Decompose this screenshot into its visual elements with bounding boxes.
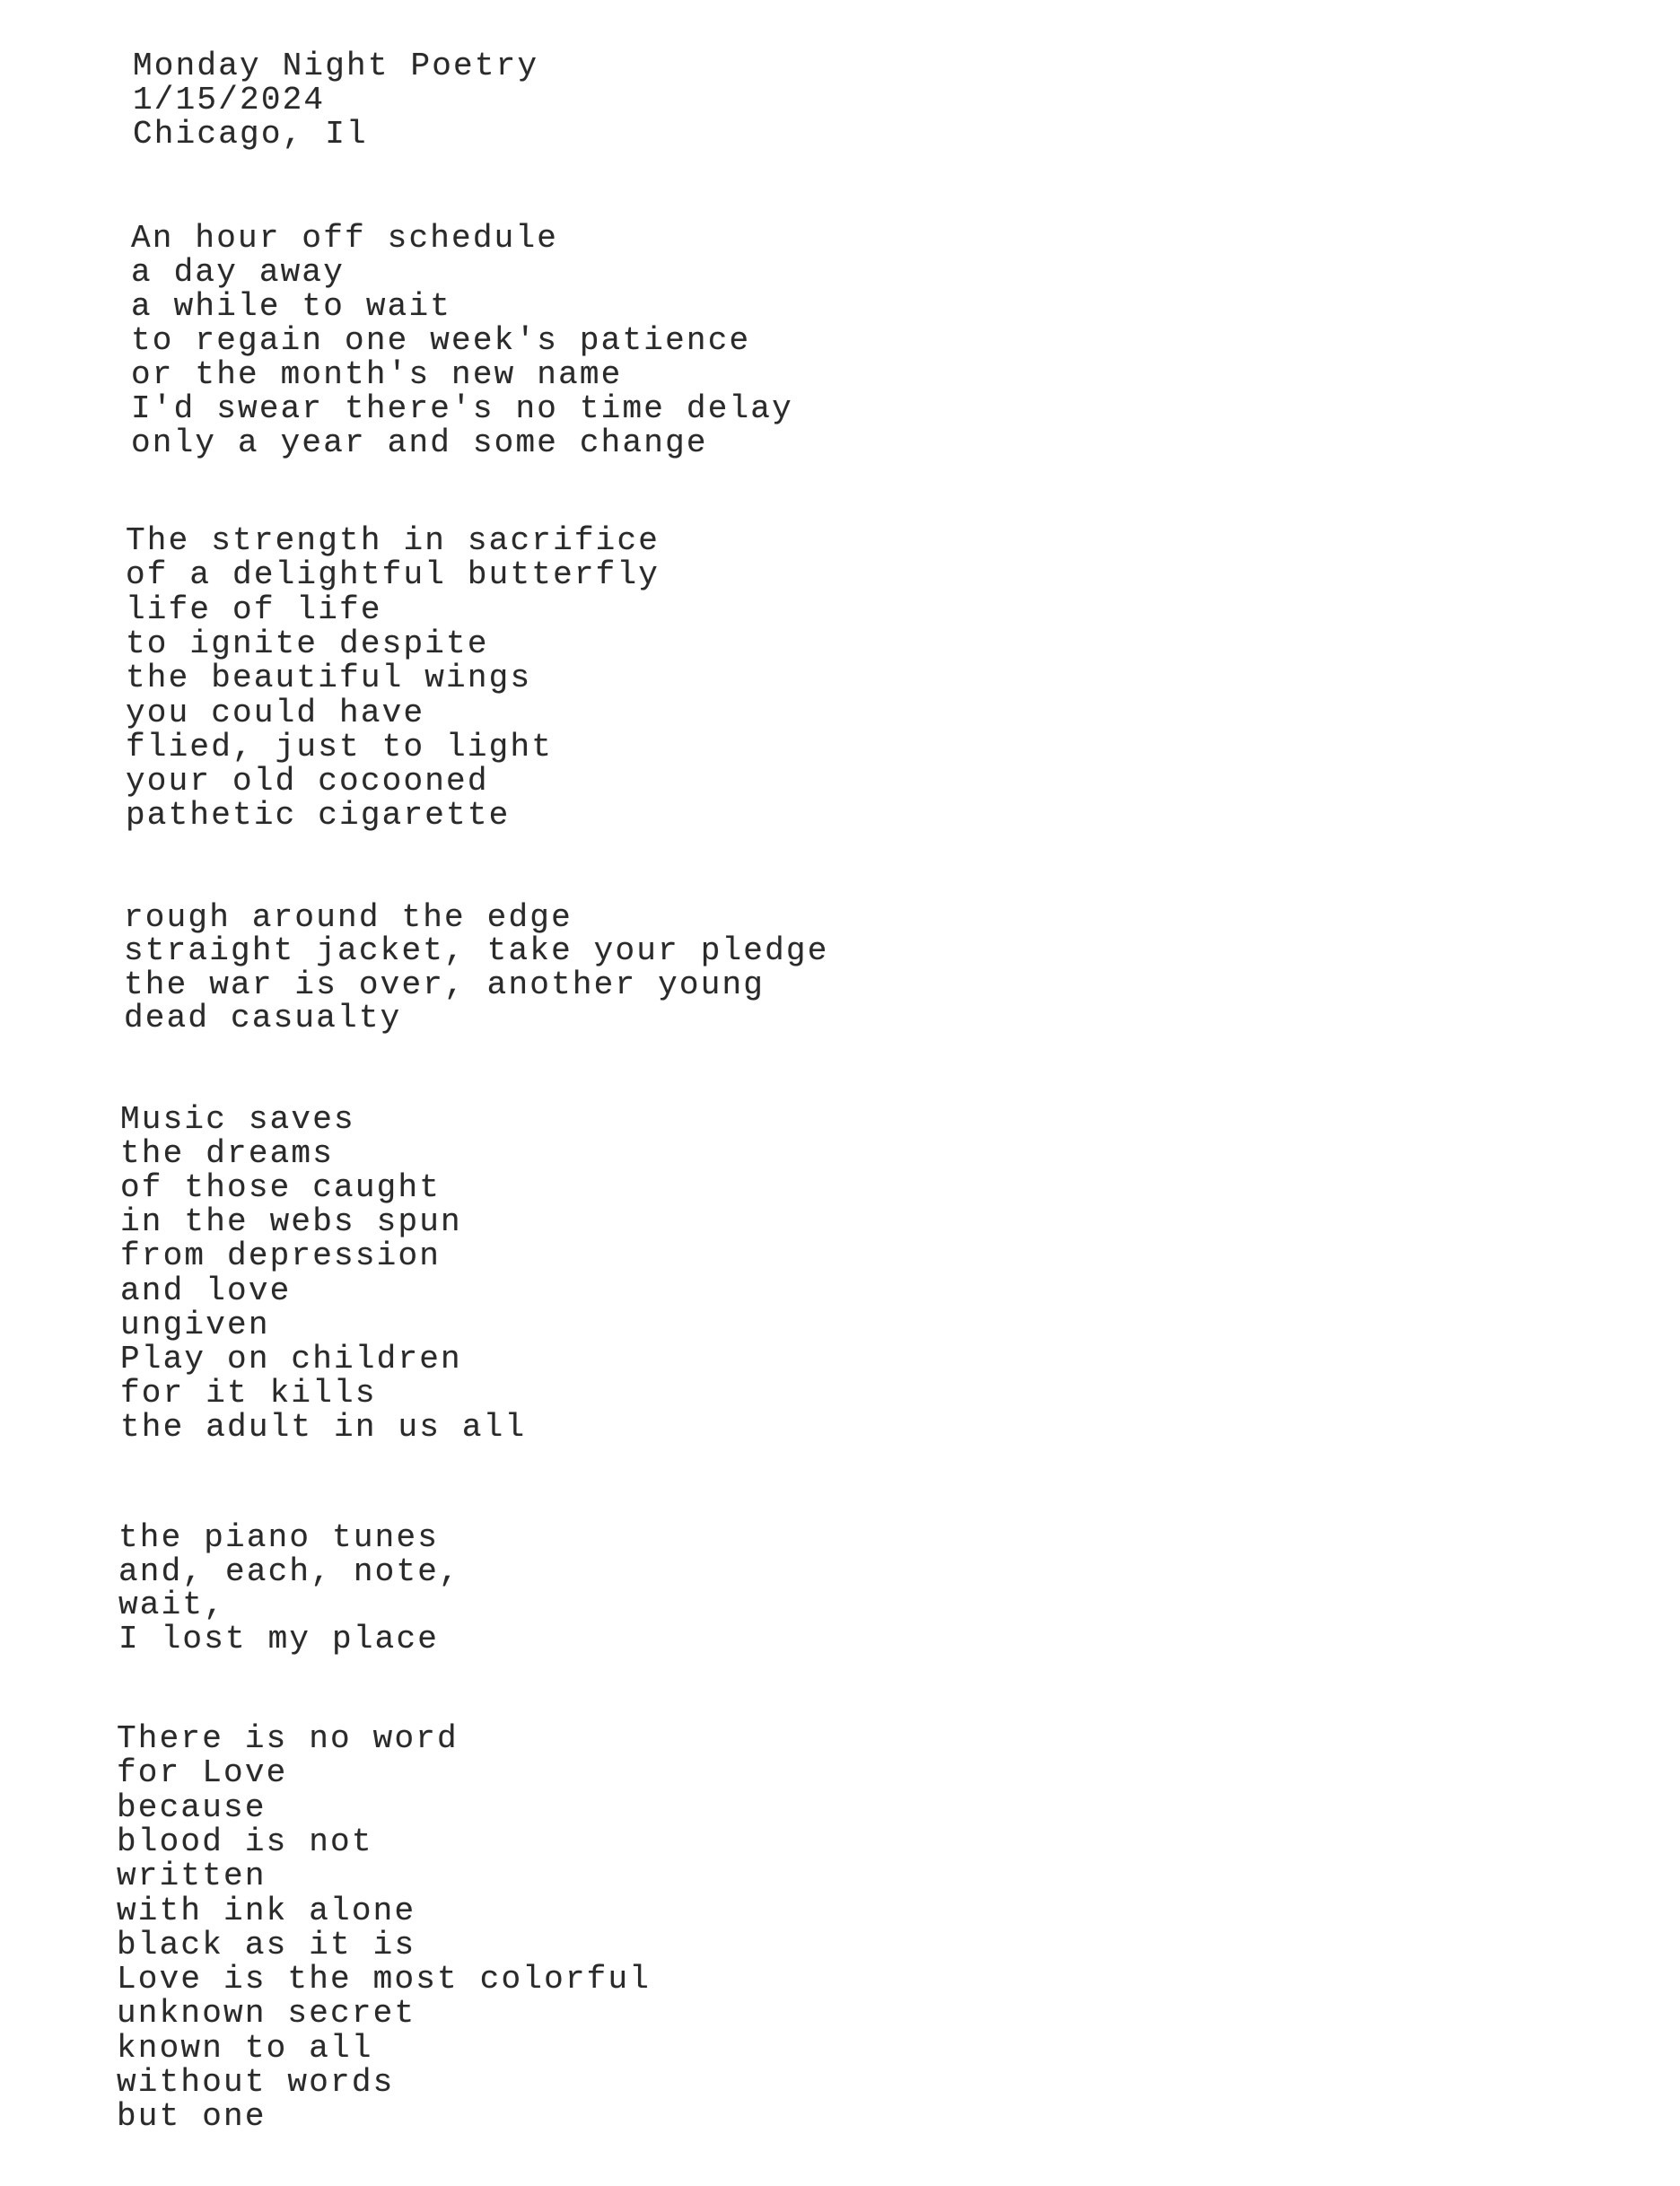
poem-line: straight jacket, take your pledge <box>124 932 829 969</box>
poem-line: I lost my place <box>118 1621 440 1657</box>
poem-line: your old cocooned <box>126 763 489 800</box>
poem-line: the dreams <box>120 1135 335 1172</box>
poem-line: in the webs spun <box>120 1203 462 1240</box>
poem-line: black as it is <box>117 1927 416 1963</box>
poem-line: the piano tunes <box>118 1519 440 1556</box>
poem-line: Music saves <box>120 1101 355 1138</box>
poem-line: wait, <box>118 1587 226 1623</box>
header-line: Chicago, Il <box>133 116 368 153</box>
poem-line: known to all <box>117 2030 373 2067</box>
poem-line: a day away <box>131 254 346 291</box>
poem-line: ungiven <box>120 1307 270 1343</box>
poem-line: Love is the most colorful <box>117 1961 652 1998</box>
poem-line: for it kills <box>120 1375 377 1412</box>
poem-line: the adult in us all <box>120 1409 527 1446</box>
poem-line: unknown secret <box>117 1995 416 2032</box>
poem-line: blood is not <box>117 1823 373 1860</box>
poem-line: life of life <box>126 591 382 628</box>
poem-line: dead casualty <box>124 1000 402 1036</box>
poem-line: flied, just to light <box>126 729 554 765</box>
poem-line: to regain one week's patience <box>131 322 751 359</box>
header-line: Monday Night Poetry <box>133 48 539 84</box>
poem-line: because <box>117 1789 267 1826</box>
poem-line: The strength in sacrifice <box>126 522 661 559</box>
poem-line: from depression <box>120 1237 442 1274</box>
poem-line: of a delightful butterfly <box>126 556 661 593</box>
poem-line: Play on children <box>120 1341 462 1377</box>
poem-line: There is no word <box>117 1720 459 1757</box>
poem-line: without words <box>117 2064 395 2101</box>
poem-line: pathetic cigarette <box>126 797 511 834</box>
poem-line: I'd swear there's no time delay <box>131 390 793 427</box>
poem-line: with ink alone <box>117 1893 416 1929</box>
poem-line: rough around the edge <box>124 899 573 936</box>
poem-line: written <box>117 1858 267 1894</box>
poem-line: but one <box>117 2098 267 2135</box>
poem-line: a while to wait <box>131 288 452 325</box>
poem-line: and, each, note, <box>118 1553 460 1590</box>
poem-line: and love <box>120 1272 292 1309</box>
poem-line: An hour off schedule <box>131 220 559 257</box>
header-line: 1/15/2024 <box>133 82 326 118</box>
poem-line: or the month's new name <box>131 356 623 393</box>
poem-line: you could have <box>126 695 425 731</box>
poem-line: only a year and some change <box>131 424 708 461</box>
poem-line: of those caught <box>120 1169 442 1206</box>
poem-line: to ignite despite <box>126 625 489 662</box>
poem-line: the war is over, another young <box>124 966 766 1003</box>
poem-line: the beautiful wings <box>126 660 532 696</box>
poem-line: for Love <box>117 1754 288 1791</box>
